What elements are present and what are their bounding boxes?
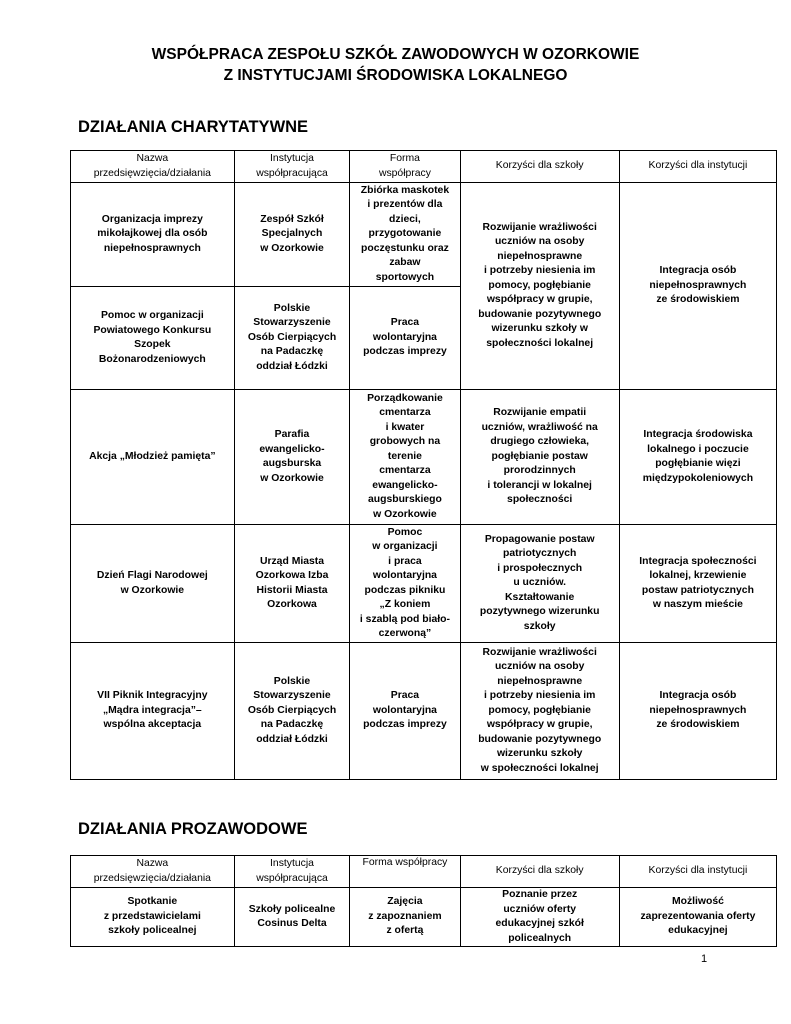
cell-text-line: Poznanie przez [502, 889, 578, 900]
cell-school-benefit [460, 525, 619, 643]
header-institution-benefit [619, 856, 776, 888]
cell-text-line: Osób Cierpiących [247, 331, 337, 343]
cell-text-line: Rozwijanie wrażliwości [482, 646, 597, 658]
cell-text-line: wolontaryjna [372, 704, 437, 716]
cell-text-line: i potrzeby niesienia im [483, 265, 596, 277]
header-school-benefit [460, 151, 619, 183]
cell-text-line: Korzyści dla instytucji [648, 865, 748, 877]
cell-text-line: niepełnosprawnych [649, 704, 747, 716]
cell-text-line: Integracja społeczności [639, 555, 757, 567]
cell-name [71, 183, 235, 287]
cell-institution-benefit [619, 888, 776, 947]
cell-text-line: przedsięwzięcia/działania [93, 167, 211, 179]
cell-text-line: i prospołecznych [497, 562, 583, 574]
cell-text-line: i tolerancji w lokalnej [487, 479, 592, 491]
cell-text-line: Rozwijanie wrażliwości [482, 221, 597, 233]
cell-text-line: pozytywnego wizerunku [479, 606, 600, 618]
cell-text-line: uczniów, wrażliwość na [481, 421, 598, 433]
header-form [350, 856, 460, 888]
cell-text-line: Pomoc w organizacji [100, 310, 204, 321]
cell-text-line: i prezentów dla [367, 199, 443, 211]
cell-text-line: uczniów oferty [503, 903, 577, 915]
cell-text-line: u uczniów. [513, 577, 567, 589]
cell-text-line: szkoły policealnej [108, 925, 197, 937]
cell-text-line: wizerunku szkoły w [491, 323, 588, 335]
table-row [71, 888, 777, 947]
cell-text-line: „Mądra integracja”– [102, 704, 202, 716]
cell-text-line: społeczności [507, 494, 573, 506]
cell-text-line: lokalnej, krzewienie [649, 570, 747, 581]
cell-text-line: augsburskiego [367, 494, 442, 506]
cell-text-line: pogłębianie postaw [491, 450, 588, 462]
cell-institution-benefit [619, 390, 776, 525]
cell-text-line: w Ozorkowie [260, 472, 324, 484]
cell-text-line: sportowych [375, 271, 435, 283]
cell-text-line: Akcja „Młodzież pamięta” [89, 450, 216, 462]
cell-text-line: ze środowiskiem [656, 294, 740, 306]
cell-text-line: w Ozorkowie [373, 508, 437, 520]
cell-text-line: niepełnosprawnych [649, 279, 747, 291]
cell-text-line: i kwater [385, 421, 425, 433]
cell-text-line: prorodzinnych [503, 465, 576, 477]
cell-text-line: augsburska [262, 458, 322, 469]
vocational-table [70, 855, 777, 947]
cell-text-line: wolontaryjna [372, 570, 437, 581]
cell-text-line: Stowarzyszenie [253, 690, 331, 702]
cell-text-line: Parafia [274, 429, 310, 440]
cell-text-line: Spotkanie [127, 896, 178, 908]
cell-form [350, 525, 460, 643]
header-name [71, 856, 235, 888]
cell-text-line: Integracja osób [659, 265, 737, 277]
cell-text-line: podczas imprezy [363, 719, 447, 731]
cell-text-line: Ozorkowa [267, 599, 317, 610]
cell-name [71, 643, 235, 780]
table-row [71, 183, 777, 287]
cell-text-line: Integracja osób [659, 690, 737, 702]
cell-school-benefit [460, 183, 619, 390]
cell-text-line: uczniów na osoby [494, 236, 585, 248]
section-heading-vocational: DZIAŁANIA PROZAWODOWE [78, 820, 308, 838]
cell-text-line: ewangelicko- [259, 443, 325, 455]
cell-text-line: Specjalnych [261, 228, 323, 240]
cell-school-benefit [460, 888, 619, 947]
cell-text-line: niepełnosprawnych [103, 242, 201, 254]
cell-text-line: Porządkowanie [367, 392, 443, 404]
cell-text-line: Integracja środowiska [643, 429, 753, 440]
cell-text-line: zaprezentowania oferty [640, 910, 756, 922]
cell-form [350, 888, 460, 947]
header-form [350, 151, 460, 183]
cell-text-line: Powiatowego Konkursu [93, 324, 212, 336]
cell-text-line: Stowarzyszenie [253, 317, 331, 329]
cell-text-line: Osób Cierpiących [247, 704, 337, 716]
cell-text-line: niepełnosprawne [497, 675, 583, 687]
cell-form [350, 183, 460, 287]
page-title-line: Z INSTYTUCJAMI ŚRODOWISKA LOKALNEGO [223, 67, 568, 84]
cell-text-line: Historii Miasta [256, 584, 328, 596]
cell-text-line: cmentarza [379, 465, 431, 477]
cell-text-line: współpracująca [256, 872, 328, 884]
cell-text-line: wolontaryjna [372, 331, 437, 343]
cell-name [71, 525, 235, 643]
cell-text-line: Dzień Flagi Narodowej [96, 570, 208, 581]
cell-text-line: dzieci, [389, 213, 421, 225]
cell-text-line: oddział Łódzki [256, 733, 328, 745]
cell-text-line: Polskie [273, 302, 311, 314]
cell-institution [234, 287, 350, 390]
table-row [71, 643, 777, 780]
cell-text-line: na Padaczkę [260, 346, 324, 358]
cell-text-line: lokalnego i poczucie [647, 443, 749, 455]
cell-text-line: Możliwość [671, 896, 724, 908]
cell-school-benefit [460, 643, 619, 780]
cell-institution [234, 643, 350, 780]
cell-text-line: patriotycznych [503, 548, 577, 560]
cell-text-line: w społeczności lokalnej [480, 762, 599, 774]
cell-text-line: w Ozorkowie [120, 584, 185, 596]
cell-text-line: w organizacji [372, 541, 438, 552]
cell-text-line: na Padaczkę [260, 719, 324, 731]
cell-text-line: Organizacja imprezy [101, 213, 203, 225]
cell-text-line: VII Piknik Integracyjny [97, 690, 208, 702]
cell-text-line: i szablą pod biało- [359, 613, 450, 625]
cell-school-benefit [460, 390, 619, 525]
cell-name [71, 390, 235, 525]
cell-text-line: wizerunku szkoły [496, 748, 583, 760]
header-school-benefit [460, 856, 619, 888]
cell-name [71, 888, 235, 947]
cell-text-line: społeczności lokalnej [486, 337, 594, 349]
cell-text-line: ze środowiskiem [656, 719, 740, 731]
header-name [71, 151, 235, 183]
header-institution [234, 856, 350, 888]
cell-text-line: „Z koniem [379, 599, 431, 610]
cell-text-line: Szopek [134, 339, 171, 350]
section-heading-charity: DZIAŁANIA CHARYTATYWNE [78, 118, 309, 136]
cell-text-line: Nazwa [136, 153, 169, 164]
header-institution [234, 151, 350, 183]
header-institution-benefit [619, 151, 776, 183]
cell-text-line: międzypokoleniowych [642, 472, 754, 484]
cell-text-line: Korzyści dla szkoły [495, 865, 584, 877]
cell-text-line: cmentarza [379, 407, 431, 419]
page-title [0, 44, 791, 86]
cell-text-line: przedsięwzięcia/działania [93, 872, 211, 884]
cell-text-line: Urząd Miasta [259, 555, 325, 567]
cell-text-line: Bożonarodzeniowych [98, 353, 206, 365]
cell-text-line: współpracująca [256, 167, 328, 179]
cell-text-line: Korzyści dla instytucji [648, 160, 748, 172]
page-number: 1 [701, 953, 708, 965]
cell-text-line: policealnych [508, 932, 572, 944]
cell-text-line: terenie [387, 450, 422, 462]
cell-text-line: Szkoły policealne [248, 903, 336, 915]
cell-text-line: drugiego człowieka, [490, 436, 590, 448]
cell-text-line: podczas pikniku [364, 584, 446, 596]
cell-text-line: Zajęcia [387, 896, 423, 908]
cell-text-line: z przedstawicielami [103, 910, 201, 922]
cell-text-line: Zespół Szkół [260, 213, 324, 225]
cell-institution [234, 888, 350, 947]
cell-text-line: Praca [390, 690, 420, 702]
cell-text-line: Ozorkowa Izba [255, 570, 329, 581]
cell-text-line: szkoły [523, 620, 556, 632]
charity-table [70, 150, 777, 780]
cell-text-line: Instytucja [270, 858, 314, 869]
cell-institution [234, 525, 350, 643]
cell-text-line: Korzyści dla szkoły [495, 160, 584, 172]
cell-text-line: współpracy w grupie, [486, 719, 593, 731]
page-title-line: WSPÓŁPRACA ZESPOŁU SZKÓŁ ZAWODOWYCH W OZORKOWIE [151, 46, 640, 63]
cell-text-line: Praca [390, 317, 420, 329]
cell-text-line: Instytucja [270, 153, 314, 164]
cell-text-line: wspólna akceptacja [103, 719, 202, 731]
cell-text-line: w naszym mieście [652, 599, 743, 610]
cell-text-line: ewangelicko- [372, 479, 438, 491]
cell-text-line: pomocy, pogłębianie [488, 704, 591, 716]
cell-text-line: oddział Łódzki [256, 360, 328, 372]
cell-text-line: Forma współpracy [362, 857, 448, 868]
cell-text-line: pogłębianie więzi [655, 458, 741, 469]
table-header-row [71, 856, 777, 888]
table-header-row [71, 151, 777, 183]
cell-text-line: podczas imprezy [363, 346, 447, 358]
cell-text-line: mikołajkowej dla osób [97, 228, 208, 240]
cell-text-line: Forma [389, 153, 420, 164]
cell-text-line: Polskie [273, 675, 311, 687]
cell-text-line: i praca [388, 555, 422, 567]
cell-text-line: grobowych na [369, 436, 441, 448]
cell-text-line: z zapoznaniem [368, 910, 442, 922]
cell-text-line: postaw patriotycznych [641, 584, 754, 596]
cell-text-line: i potrzeby niesienia im [483, 690, 596, 702]
cell-text-line: niepełnosprawne [497, 250, 583, 262]
cell-text-line: Nazwa [136, 858, 169, 869]
cell-text-line: Kształtowanie [505, 591, 575, 603]
cell-text-line: Propagowanie postaw [484, 533, 595, 545]
cell-text-line: zabaw [389, 257, 421, 269]
cell-text-line: czerwoną” [378, 628, 432, 639]
cell-text-line: Pomoc [387, 526, 423, 538]
cell-text-line: edukacyjnej [668, 925, 728, 937]
cell-form [350, 390, 460, 525]
table-row [71, 390, 777, 525]
cell-text-line: Zbiórka maskotek [360, 184, 450, 196]
cell-text-line: Rozwijanie empatii [493, 407, 587, 419]
cell-text-line: poczęstunku oraz [361, 242, 449, 254]
cell-form [350, 643, 460, 780]
cell-text-line: w Ozorkowie [260, 242, 324, 254]
cell-text-line: z ofertą [386, 925, 424, 937]
cell-text-line: Cosinus Delta [257, 918, 327, 929]
cell-institution [234, 390, 350, 525]
cell-text-line: budowanie pozytywnego [478, 733, 602, 745]
cell-form [350, 287, 460, 390]
cell-institution-benefit [619, 525, 776, 643]
cell-text-line: budowanie pozytywnego [478, 308, 602, 320]
cell-text-line: edukacyjnej szkół [495, 918, 584, 929]
cell-text-line: współpracy [378, 167, 431, 179]
cell-text-line: przygotowanie [368, 228, 442, 240]
cell-institution [234, 183, 350, 287]
table-row [71, 525, 777, 643]
cell-text-line: uczniów na osoby [494, 661, 585, 673]
cell-institution-benefit [619, 183, 776, 390]
cell-text-line: pomocy, pogłębianie [488, 279, 591, 291]
cell-text-line: współpracy w grupie, [486, 294, 593, 306]
cell-institution-benefit [619, 643, 776, 780]
cell-name [71, 287, 235, 390]
